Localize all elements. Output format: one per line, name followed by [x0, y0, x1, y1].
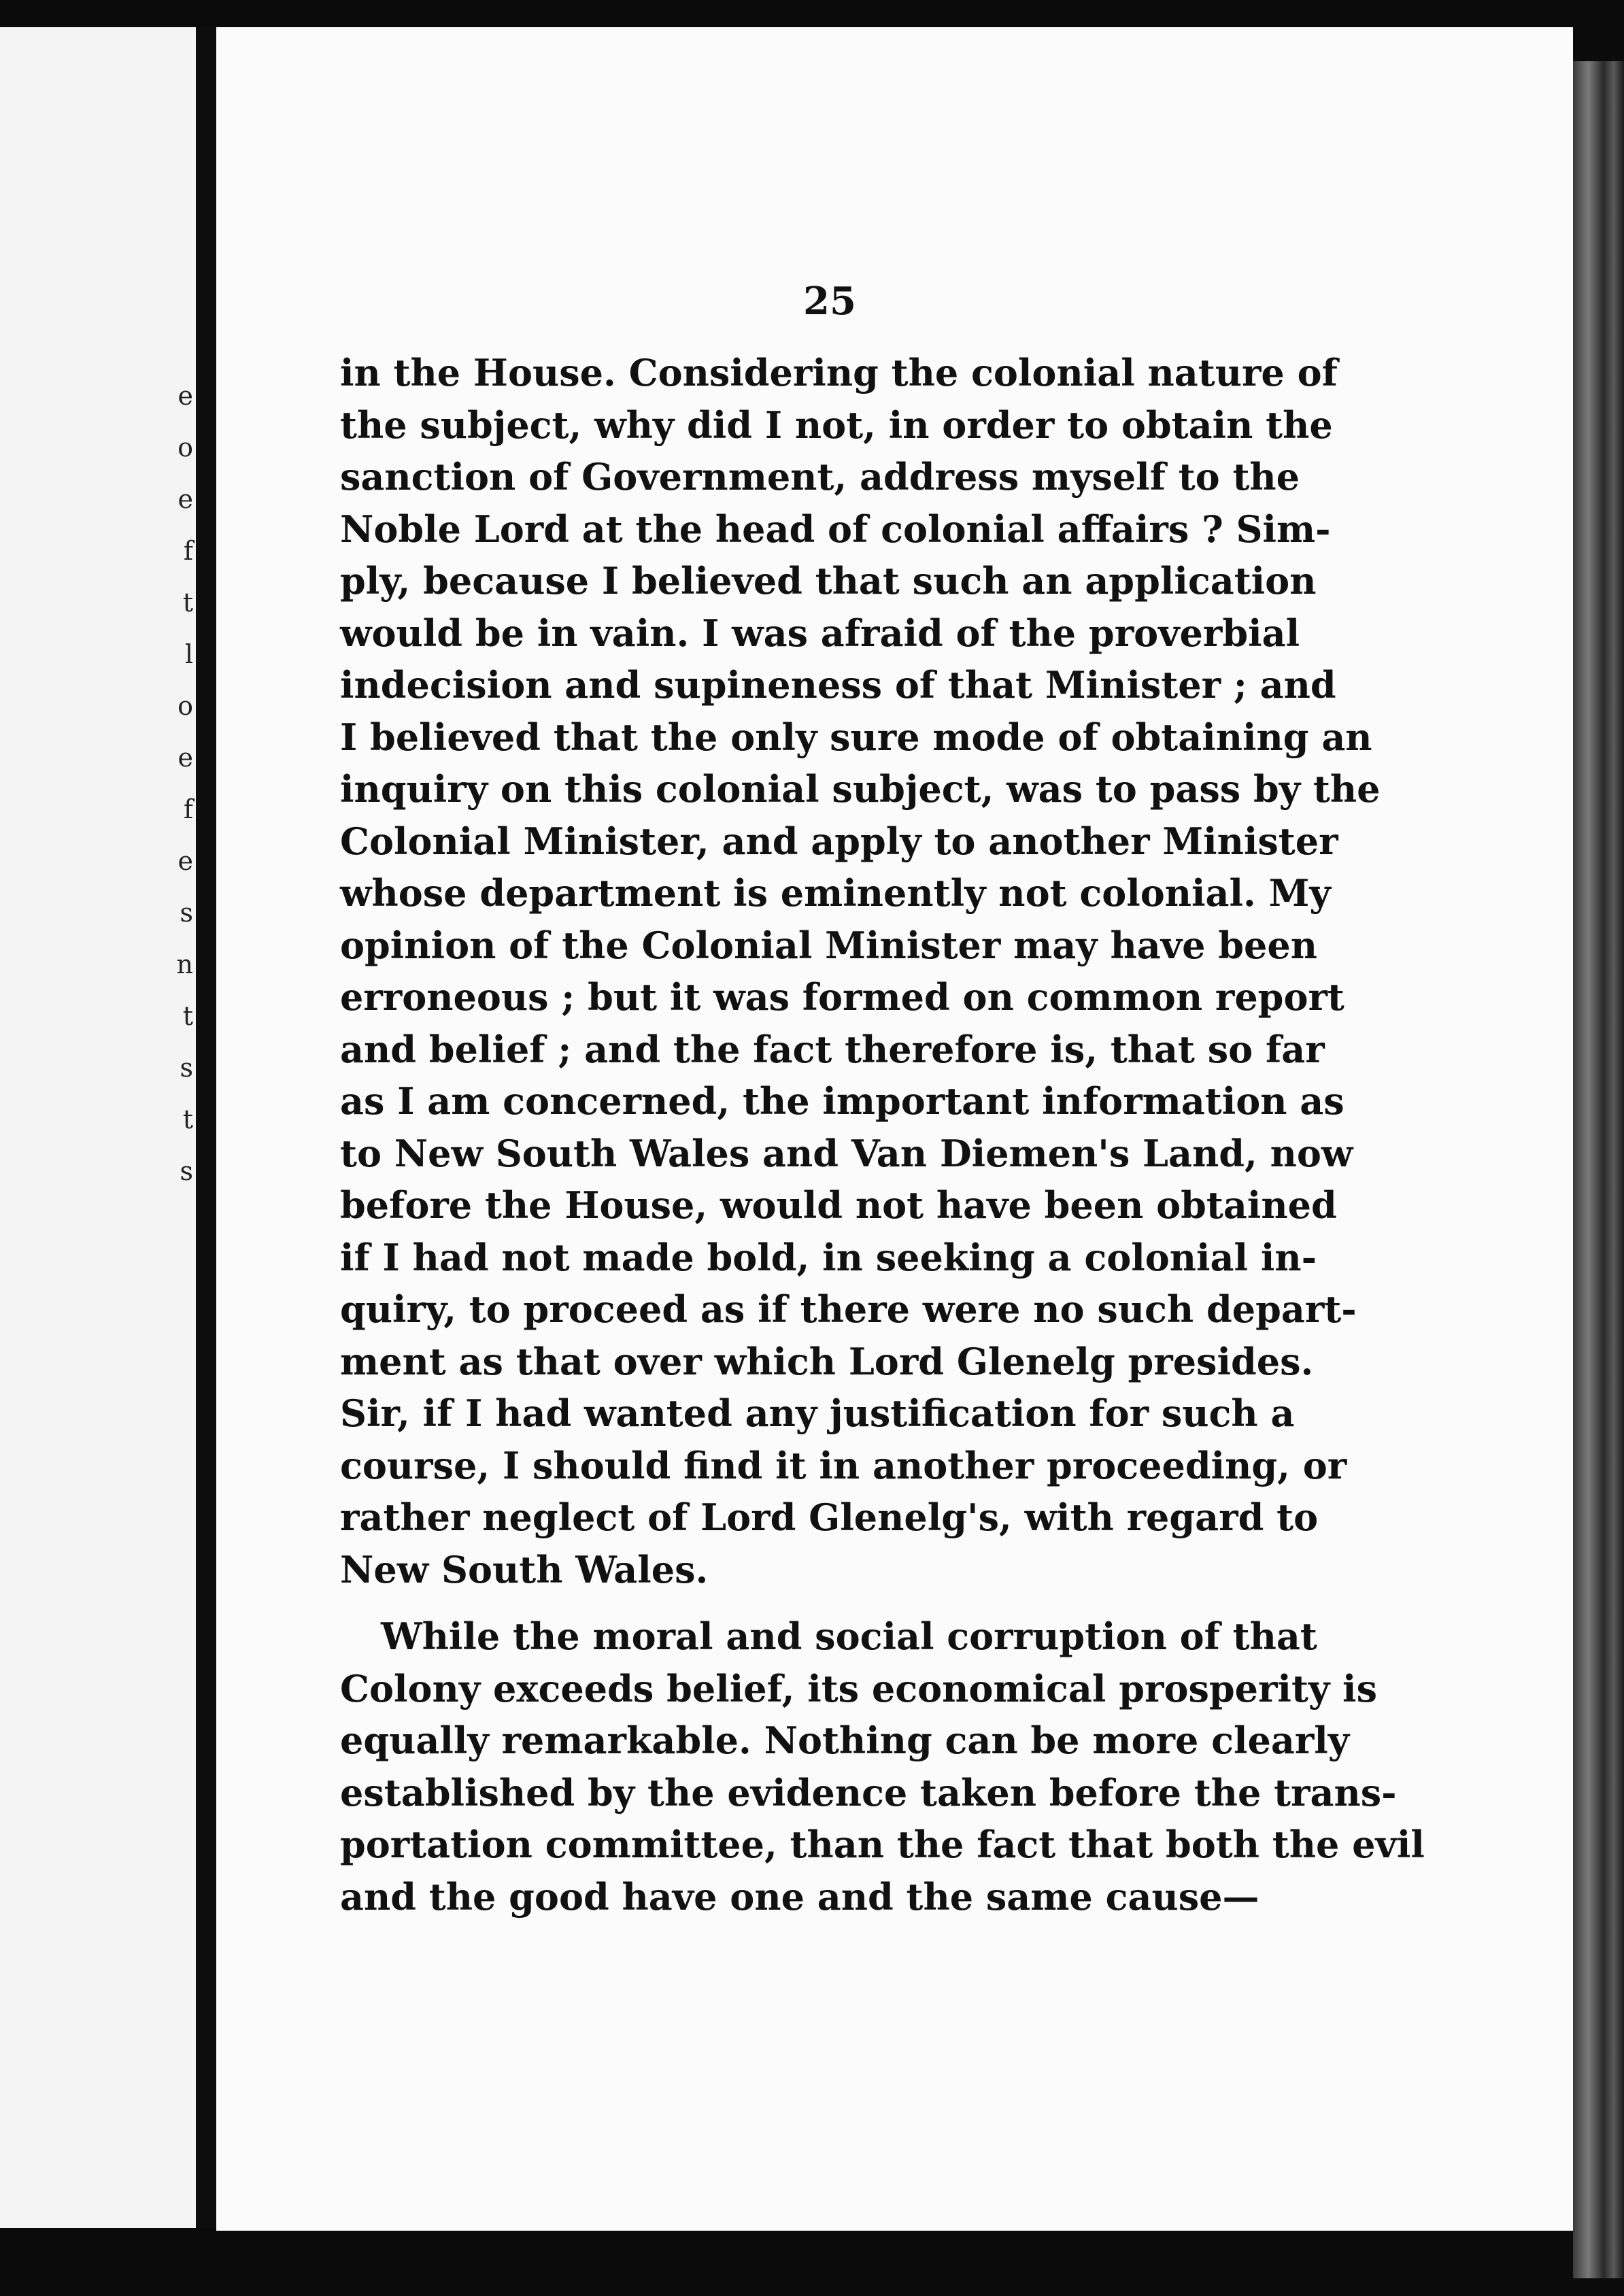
text-line: Colony exceeds belief, its economical prosperity is [340, 1666, 1377, 1710]
facing-page-letter: e [177, 484, 193, 514]
text-line: I believed that the only sure mode of obtaining an [340, 715, 1372, 759]
paragraph-spacer [340, 1596, 1279, 1610]
facing-page-letter: e [177, 381, 193, 411]
text-line: quiry, to proceed as if there were no such depart- [340, 1287, 1357, 1331]
text-line: Sir, if I had wanted any justification for such a [340, 1391, 1295, 1435]
book-gutter [196, 27, 216, 2228]
facing-page-text-fragments [0, 381, 196, 1605]
text-line: While the moral and social corruption of that [381, 1615, 1317, 1658]
facing-page-letter: o [177, 433, 193, 462]
text-line: if I had not made bold, in seeking a colonial in- [340, 1235, 1317, 1279]
text-line: the subject, why did I not, in order to obtain the [340, 403, 1333, 447]
text-line: Noble Lord at the head of colonial affairs ? Sim- [340, 507, 1331, 551]
text-line: whose department is eminently not colonial. My [340, 871, 1331, 915]
text-line: rather neglect of Lord Glenelg's, with regard to [340, 1496, 1319, 1539]
text-line: inquiry on this colonial subject, was to pass by the [340, 767, 1381, 811]
facing-page [0, 27, 196, 2228]
facing-page-letter: f [183, 794, 193, 824]
facing-page-letter: t [182, 1001, 193, 1031]
text-line: erroneous ; but it was formed on common report [340, 975, 1344, 1019]
text-line: sanction of Government, address myself to the [340, 455, 1300, 499]
text-line: Colonial Minister, and apply to another Minister [340, 819, 1338, 863]
text-line: New South Wales. [340, 1547, 709, 1591]
facing-page-letter: o [177, 691, 193, 721]
text-line: in the House. Considering the colonial nature of [340, 351, 1338, 394]
facing-page-letter: t [182, 1104, 193, 1134]
facing-page-letter: n [176, 949, 193, 979]
text-line: ply, because I believed that such an application [340, 559, 1317, 603]
facing-page-letter: s [180, 1053, 193, 1083]
text-line: portation committee, than the fact that both the evil [340, 1823, 1425, 1866]
text-line: equally remarkable. Nothing can be more clearly [340, 1719, 1350, 1762]
text-line: established by the evidence taken before the trans- [340, 1770, 1397, 1814]
text-line: ment as that over which Lord Glenelg presides. [340, 1339, 1314, 1383]
page-edges [1573, 61, 1624, 2278]
facing-page-letter: s [180, 898, 193, 928]
text-line: before the House, would not have been obtained [340, 1183, 1337, 1227]
facing-page-letter: s [180, 1156, 193, 1186]
facing-page-letter: t [182, 588, 193, 618]
text-line: would be in vain. I was afraid of the proverbial [340, 611, 1300, 655]
text-line: opinion of the Colonial Minister may have been [340, 923, 1317, 967]
paragraph [340, 1610, 1425, 1923]
page-number: 25 [803, 279, 856, 324]
facing-page-letter: f [183, 536, 193, 566]
text-line: indecision and supineness of that Minister ; and [340, 663, 1336, 707]
facing-page-letter: e [177, 846, 193, 876]
text-line: course, I should find it in another proceeding, or [340, 1443, 1347, 1487]
facing-page-letter: e [177, 743, 193, 773]
text-line: and belief ; and the fact therefore is, that so far [340, 1027, 1325, 1071]
body-text [340, 347, 1425, 1923]
facing-page-letter: l [184, 639, 193, 669]
text-line: to New South Wales and Van Diemen's Land, now [340, 1131, 1353, 1175]
paragraph [340, 347, 1381, 1596]
text-line: and the good have one and the same cause— [340, 1874, 1259, 1919]
text-line: as I am concerned, the important information as [340, 1079, 1344, 1123]
